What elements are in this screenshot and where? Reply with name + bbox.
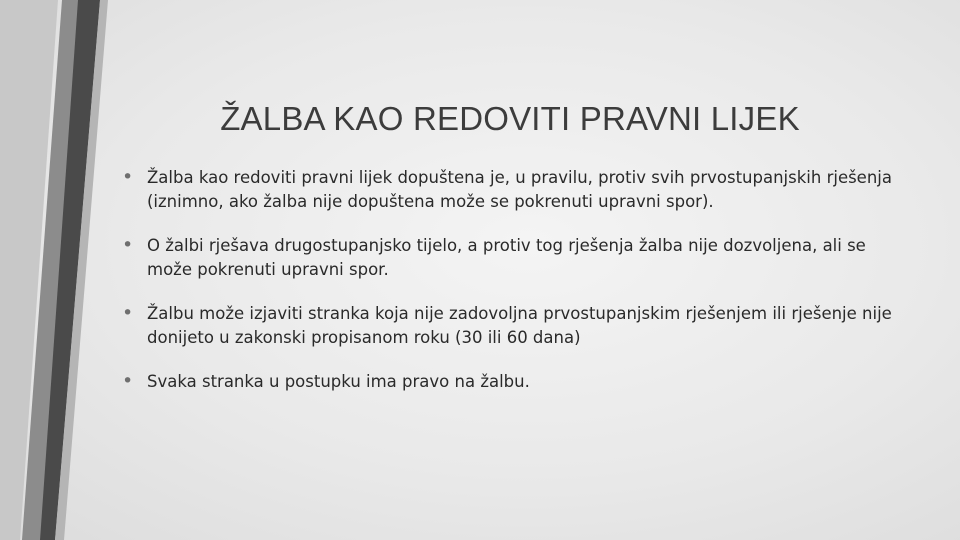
bullet-item (122, 302, 892, 350)
bullet-text: Žalba kao redoviti pravni lijek dopuštena je, u pravilu, protiv svih prvostupanjskih rješenja (iznimno, ako žalba nije dopuštena može se pokrenuti upravni spor). (147, 168, 892, 211)
bullet-item (122, 370, 892, 394)
bullet-text: Žalbu može izjaviti stranka koja nije zadovoljna prvostupanjskim rješenjem ili rješenje nije donijeto u zakonski propisanom roku (30 ili 60 dana) (147, 304, 892, 347)
bullet-icon: • (122, 370, 134, 392)
slide-title: ŽALBA KAO REDOVITI PRAVNI LIJEK (220, 100, 800, 137)
bullet-icon: • (122, 166, 134, 188)
decorative-stripes (0, 0, 140, 540)
bullet-text: Svaka stranka u postupku ima pravo na žalbu. (147, 372, 530, 391)
bullet-icon: • (122, 302, 134, 324)
bullet-icon: • (122, 234, 134, 256)
bullet-item (122, 234, 892, 282)
bullet-item (122, 166, 892, 214)
bullet-text: O žalbi rješava drugostupanjsko tijelo, a protiv tog rješenja žalba nije dozvoljena, ali se može pokrenuti upravni spor. (147, 236, 866, 279)
bullet-list (122, 166, 892, 414)
